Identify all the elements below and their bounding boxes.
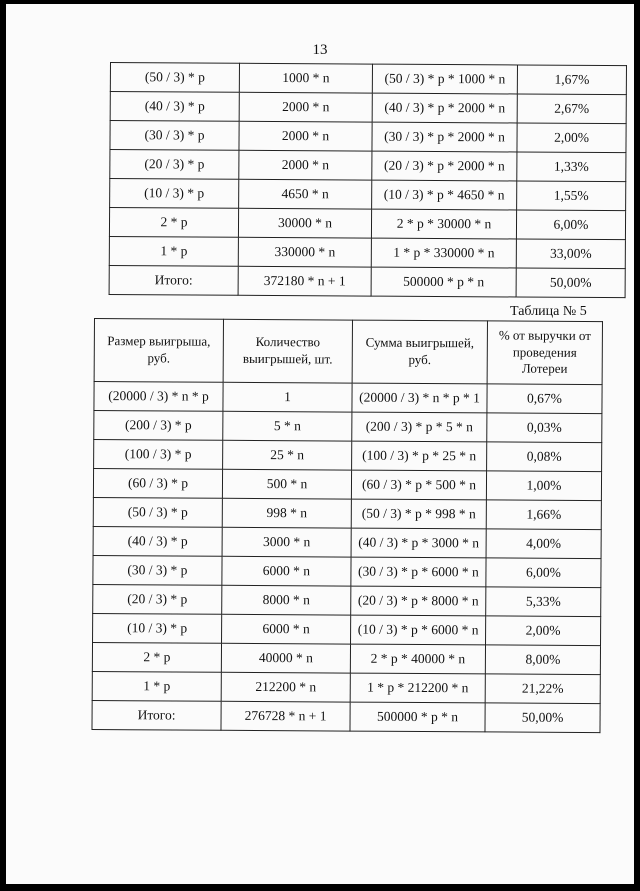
cell-revenue-percent: 2,67% — [517, 94, 626, 124]
cell-prize-sum: (30 / 3) * p * 2000 * n — [372, 122, 517, 152]
cell-prize-size: (30 / 3) * p — [110, 121, 239, 151]
table-row — [110, 63, 626, 95]
cell-prize-count: 1000 * n — [239, 63, 372, 93]
table-row — [92, 642, 600, 674]
cell-prize-sum: (20 / 3) * p * 8000 * n — [351, 586, 486, 616]
cell-prize-size: (20000 / 3) * n * p — [94, 382, 223, 412]
cell-prize-sum: (60 / 3) * p * 500 * n — [351, 470, 486, 500]
cell-revenue-percent: 5,33% — [486, 587, 601, 617]
cell-prize-count: 6000 * n — [222, 556, 351, 586]
cell-prize-size: (10 / 3) * p — [93, 613, 222, 643]
cell-prize-sum: (20000 / 3) * n * p * 1 — [352, 383, 487, 413]
header-prize-count: Количество выигрышей, шт. — [223, 319, 352, 383]
table-row — [109, 265, 625, 297]
cell-revenue-percent: 21,22% — [485, 674, 600, 704]
cell-prize-sum: (200 / 3) * p * 5 * n — [352, 412, 487, 442]
table-row — [110, 150, 626, 182]
table-row — [94, 411, 602, 443]
cell-revenue-percent: 4,00% — [486, 529, 601, 559]
header-prize-sum: Сумма выигрышей, руб. — [352, 320, 487, 384]
cell-revenue-percent: 2,00% — [486, 616, 601, 646]
cell-revenue-percent: 1,33% — [517, 152, 626, 182]
cell-prize-count: 3000 * n — [222, 527, 351, 557]
cell-prize-size: Итого: — [92, 700, 221, 730]
cell-prize-size: (50 / 3) * p — [93, 497, 222, 527]
table-row — [110, 179, 626, 211]
cell-prize-sum: (10 / 3) * p * 4650 * n — [372, 180, 517, 210]
cell-revenue-percent: 0,03% — [487, 413, 602, 443]
header-prize-size: Размер выигрыша, руб. — [94, 319, 223, 383]
cell-prize-count: 998 * n — [222, 498, 351, 528]
cell-prize-size: 2 * p — [109, 208, 238, 238]
cell-prize-size: (50 / 3) * p — [110, 63, 239, 93]
cell-prize-count: 6000 * n — [222, 614, 351, 644]
cell-revenue-percent: 2,00% — [517, 123, 626, 153]
cell-prize-sum: 1 * p * 212200 * n — [350, 673, 485, 703]
cell-revenue-percent: 50,00% — [485, 703, 600, 733]
cell-prize-size: (200 / 3) * p — [94, 411, 223, 441]
cell-prize-size: (10 / 3) * p — [110, 179, 239, 209]
cell-prize-size: 2 * p — [92, 642, 221, 672]
cell-prize-size: (20 / 3) * p — [110, 150, 239, 180]
cell-prize-sum: (20 / 3) * p * 2000 * n — [372, 151, 517, 181]
cell-prize-size: 1 * p — [109, 236, 238, 266]
cell-prize-sum: 1 * p * 330000 * n — [371, 238, 516, 268]
cell-prize-sum: (30 / 3) * p * 6000 * n — [351, 557, 486, 587]
cell-prize-size: (60 / 3) * p — [93, 469, 222, 499]
table-row — [109, 208, 625, 240]
cell-prize-size: (100 / 3) * p — [94, 440, 223, 470]
table-row — [93, 526, 601, 558]
cell-revenue-percent: 6,00% — [486, 558, 601, 588]
table-row — [92, 700, 600, 732]
cell-prize-size: (30 / 3) * p — [93, 555, 222, 585]
cell-revenue-percent: 50,00% — [516, 268, 625, 298]
cell-revenue-percent: 1,00% — [486, 471, 601, 501]
cell-prize-count: 372180 * n + 1 — [238, 266, 371, 296]
cell-revenue-percent: 8,00% — [485, 645, 600, 675]
cell-prize-count: 25 * n — [223, 440, 352, 470]
cell-prize-sum: (10 / 3) * p * 6000 * n — [351, 615, 486, 645]
cell-revenue-percent: 33,00% — [516, 239, 625, 269]
cell-revenue-percent: 0,67% — [487, 384, 602, 414]
cell-revenue-percent: 1,55% — [517, 181, 626, 211]
table-row — [93, 555, 601, 587]
cell-prize-count: 2000 * n — [239, 150, 372, 180]
table-header-row — [94, 319, 602, 385]
table-row — [94, 382, 602, 414]
cell-prize-sum: (40 / 3) * p * 3000 * n — [351, 528, 486, 558]
cell-prize-count: 8000 * n — [222, 585, 351, 615]
table-row — [93, 469, 601, 501]
cell-prize-sum: 2 * p * 30000 * n — [371, 209, 516, 239]
table-caption: Таблица № 5 — [510, 304, 587, 319]
cell-prize-size: (20 / 3) * p — [93, 584, 222, 614]
cell-prize-size: Итого: — [109, 265, 238, 295]
cell-prize-size: (40 / 3) * p — [110, 92, 239, 122]
cell-revenue-percent: 1,67% — [517, 65, 626, 95]
cell-prize-sum: (50 / 3) * p * 998 * n — [351, 499, 486, 529]
document-page — [6, 4, 634, 884]
table-row — [92, 671, 600, 703]
cell-revenue-percent: 0,08% — [487, 442, 602, 472]
cell-prize-count: 5 * n — [223, 411, 352, 441]
cell-prize-count: 40000 * n — [221, 643, 350, 673]
cell-prize-size: 1 * p — [92, 671, 221, 701]
cell-prize-count: 330000 * n — [238, 237, 371, 267]
table-row — [93, 584, 601, 616]
table-row — [93, 497, 601, 529]
table-row — [94, 440, 602, 472]
header-revenue-percent: % от выручки от проведения Лотереи — [487, 321, 602, 385]
cell-revenue-percent: 1,66% — [486, 500, 601, 530]
cell-prize-count: 212200 * n — [221, 672, 350, 702]
cell-prize-sum: (100 / 3) * p * 25 * n — [352, 441, 487, 471]
cell-prize-size: (40 / 3) * p — [93, 526, 222, 556]
cell-prize-count: 2000 * n — [239, 92, 372, 122]
cell-prize-sum: (50 / 3) * p * 1000 * n — [372, 64, 517, 94]
cell-prize-sum: 500000 * p * n — [350, 702, 485, 732]
cell-prize-count: 1 — [223, 382, 352, 412]
cell-prize-count: 500 * n — [222, 469, 351, 499]
table-row — [93, 613, 601, 645]
cell-prize-count: 4650 * n — [239, 179, 372, 209]
cell-prize-count: 30000 * n — [238, 208, 371, 238]
table-row — [109, 236, 625, 268]
prize-table-5 — [91, 318, 603, 733]
cell-prize-count: 2000 * n — [239, 121, 372, 151]
cell-prize-sum: (40 / 3) * p * 2000 * n — [372, 93, 517, 123]
cell-prize-sum: 500000 * p * n — [371, 267, 516, 297]
prize-table-continued — [109, 62, 627, 298]
table-row — [110, 92, 626, 124]
cell-prize-count: 276728 * n + 1 — [221, 701, 350, 731]
cell-revenue-percent: 6,00% — [516, 210, 625, 240]
page-number: 13 — [312, 42, 328, 58]
table-row — [110, 121, 626, 153]
cell-prize-sum: 2 * p * 40000 * n — [350, 644, 485, 674]
